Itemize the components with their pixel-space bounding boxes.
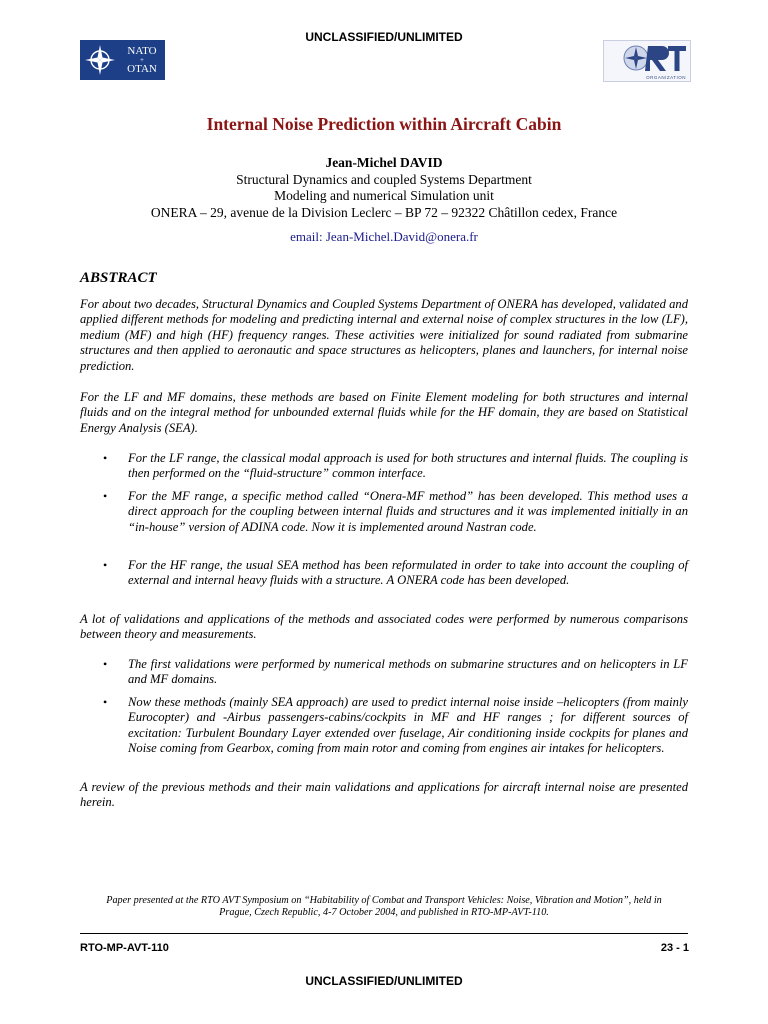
abstract-paragraph-1: For about two decades, Structural Dynamics and Coupled Systems Department of ONERA has developed, validated and applied different methods for modeling and predicting internal and external noise of complex structures in the low (LF), medium (MF) and high (HF) frequency ranges. These activities were initialized for sound radiated from submarine structures and then applied to aeronautic and space structures as helicopters, planes and launchers, for internal noise prediction. [80, 297, 688, 373]
abstract-paragraph-4: A review of the previous methods and their main validations and applications for aircraft internal noise are presented herein. [80, 780, 688, 810]
footer-page-number: 23 - 1 [660, 942, 689, 954]
author-department: Structural Dynamics and coupled Systems Department [236, 171, 532, 187]
list-item: The first validations were performed by numerical methods on submarine structures and on helicopters in LF and MF domains. [128, 657, 688, 687]
nato-logo-text: NATO + OTAN [127, 44, 157, 75]
rto-logo-text: ORGANIZATION [646, 75, 686, 80]
classification-footer: UNCLASSIFIED/UNLIMITED [305, 974, 463, 988]
classification-header: UNCLASSIFIED/UNLIMITED [305, 30, 463, 44]
author-address: ONERA – 29, avenue de la Division Leclerc – BP 72 – 92322 Châtillon cedex, France [150, 204, 618, 220]
footer-report-id: RTO-MP-AVT-110 [80, 942, 169, 954]
list-item: For the MF range, a specific method called “Onera-MF method” has been developed. This method uses a direct approach for the coupling between internal fluids and structures and it was implemented initially in an “in-house” version of ADINA code. Now it is implemented around Nastran code. [128, 489, 688, 534]
bullet-icon: • [103, 451, 108, 465]
bullet-icon: • [103, 558, 108, 572]
nato-logo [80, 40, 165, 80]
nato-compass-icon [80, 40, 120, 80]
abstract-paragraph-3: A lot of validations and applications of the methods and associated codes were performed by numerous comparisons between theory and measurements. [80, 612, 688, 642]
bullet-icon: • [103, 489, 108, 503]
footer-divider [80, 933, 688, 934]
author-block [0, 155, 768, 221]
footnote: Paper presented at the RTO AVT Symposium on “Habitability of Combat and Transport Vehicles: Noise, Vibration and Motion”, held in Prague, Czech Republic, 4-7 October 2004, and published in RTO-MP-AVT-110. [106, 895, 662, 919]
abstract-heading: ABSTRACT [80, 270, 157, 286]
author-unit: Modeling and numerical Simulation unit [274, 188, 494, 203]
paper-title: Internal Noise Prediction within Aircraft Cabin [206, 114, 562, 134]
list-item: For the HF range, the usual SEA method has been reformulated in order to take into account the coupling of external and internal heavy fluids with a structure. A ONERA code has been developed. [128, 558, 688, 588]
bullet-icon: • [103, 657, 108, 671]
rto-logo [603, 40, 691, 82]
author-email: email: Jean-Michel.David@onera.fr [290, 229, 478, 244]
author-name: Jean-Michel DAVID [325, 155, 443, 170]
list-item: For the LF range, the classical modal approach is used for both structures and internal fluids. The coupling is then performed on the “fluid-structure” common interface. [128, 451, 688, 481]
abstract-paragraph-2: For the LF and MF domains, these methods are based on Finite Element modeling for both structures and internal fluids and on the integral method for unbounded external fluids while for the HF domain, they are based on Statistical Energy Analysis (SEA). [80, 390, 688, 435]
bullet-icon: • [103, 695, 108, 709]
list-item: Now these methods (mainly SEA approach) are used to predict internal noise inside –helicopters (from mainly Eurocopter) and -Airbus passengers-cabins/cockpits in MF and HF ranges ; for different sources of excitation: Turbulent Boundary Layer extended over fuselage, Air conditioning inside cockpits for planes and Noise coming from Gearbox, coming from main rotor and coming from engines air intakes for helicopters. [128, 695, 688, 756]
